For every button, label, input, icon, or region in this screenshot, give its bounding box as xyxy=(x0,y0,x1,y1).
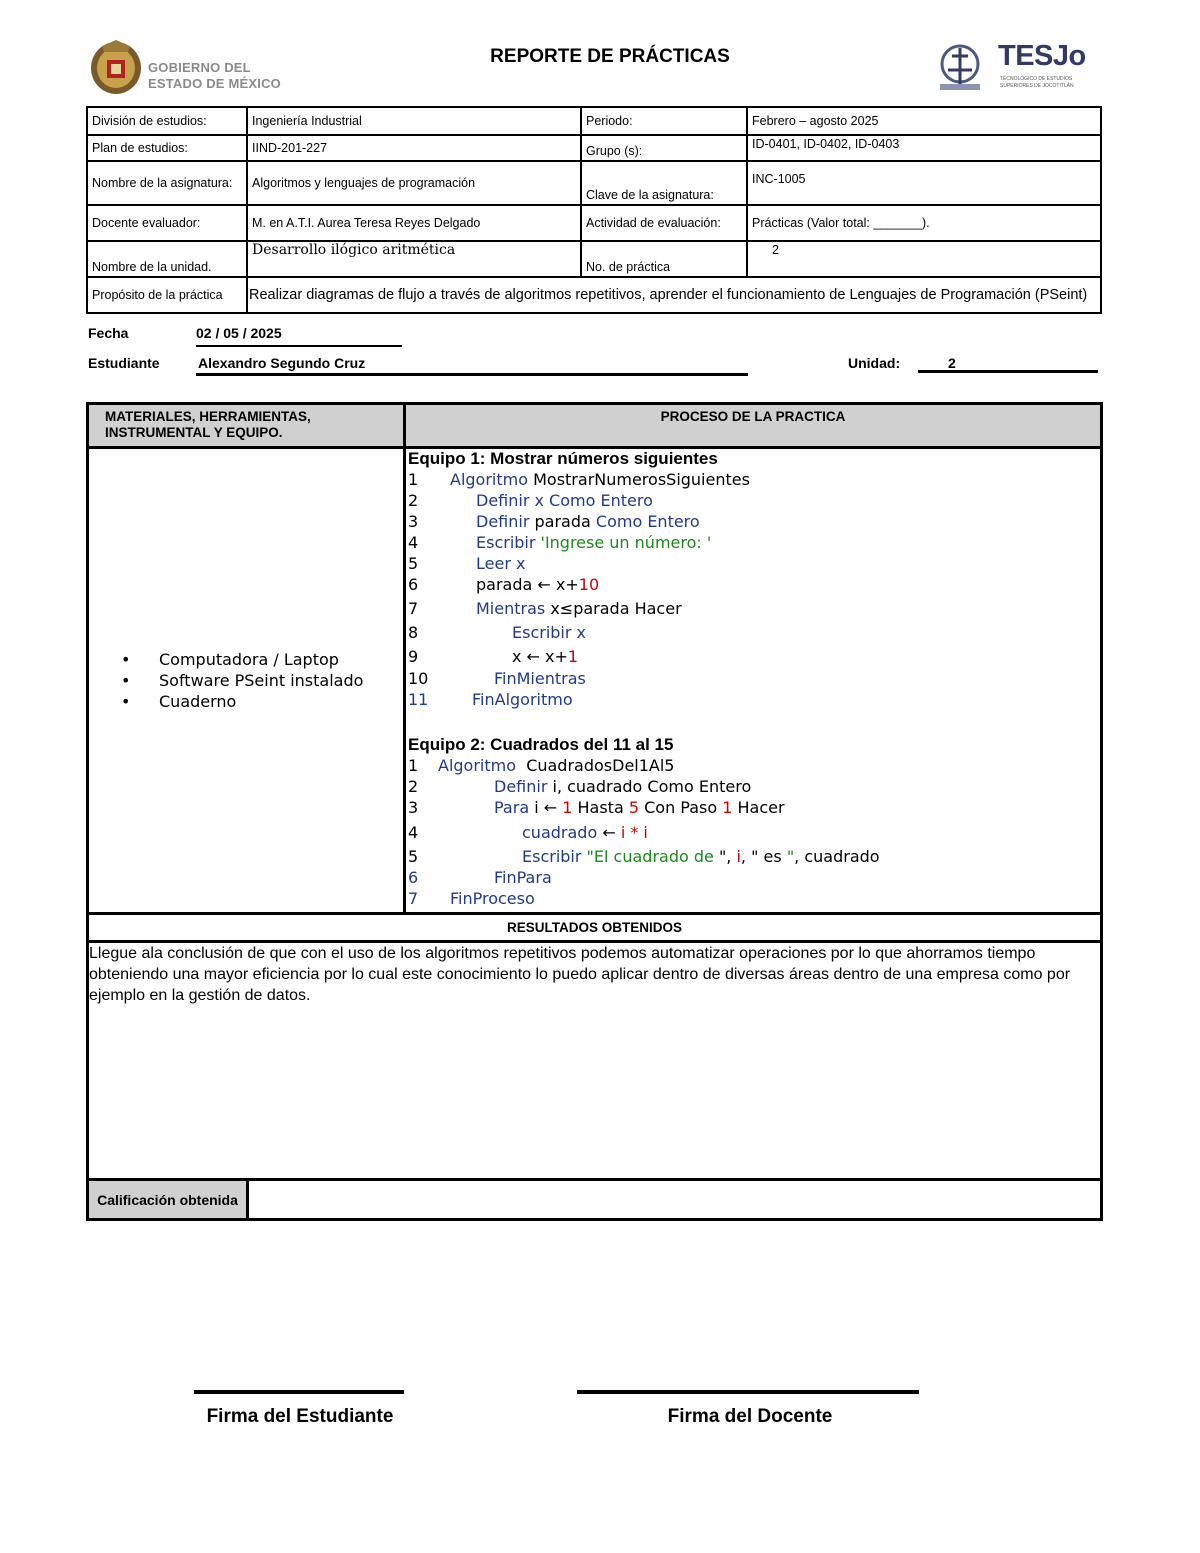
grupo-label: Grupo (s): xyxy=(581,135,747,161)
periodo-value: Febrero – agosto 2025 xyxy=(747,107,1101,135)
fecha-value: 02 / 05 / 2025 xyxy=(196,325,402,347)
code-line: 2 Definir i, cuadrado Como Entero xyxy=(408,777,752,796)
code-line: 6 parada ← x+10 xyxy=(408,575,600,594)
unidad-value: Desarrollo ilógico aritmética xyxy=(247,241,581,277)
proceso-header: PROCESO DE LA PRACTICA xyxy=(405,404,1102,448)
list-item: • Computadora / Laptop xyxy=(159,649,403,670)
practica-label: No. de práctica xyxy=(581,241,747,277)
tesjo-logo xyxy=(930,38,1100,100)
asignatura-label: Nombre de la asignatura: xyxy=(87,161,247,205)
actividad-value: Prácticas (Valor total: _______). xyxy=(747,205,1101,241)
periodo-label: Periodo: xyxy=(581,107,747,135)
code-line: 6 FinPara xyxy=(408,868,552,887)
code-line: 8 Escribir x xyxy=(408,623,587,642)
code-line: 10 FinMientras xyxy=(408,669,586,688)
equipo1-title: Equipo 1: Mostrar números siguientes xyxy=(408,449,718,468)
code-line: 3 Para i ← 1 Hasta 5 Con Paso 1 Hacer xyxy=(408,798,785,817)
code-line: 5 Escribir "El cuadrado de ", i, " es ", cuadrado xyxy=(408,847,880,866)
teacher-signature-line xyxy=(577,1390,919,1394)
grupo-value: ID-0401, ID-0402, ID-0403 xyxy=(747,135,1101,161)
code-line: 4 Escribir 'Ingrese un número: ' xyxy=(408,533,712,552)
code-line: 2 Definir x Como Entero xyxy=(408,491,653,510)
docente-label: Docente evaluador: xyxy=(87,205,247,241)
proposito-value: Realizar diagramas de flujo a través de algoritmos repetitivos, aprender el funcionamiento de Lenguajes de Programación (PSeint) xyxy=(247,277,1101,313)
student-signature-line xyxy=(194,1390,404,1394)
code-line: 7 FinProceso xyxy=(408,889,535,908)
code-line: 1 Algoritmo CuadradosDel1Al5 xyxy=(408,756,675,775)
tesjo-subtitle: TECNOLÓGICO DE ESTUDIOS SUPERIORES DE JOCOTITLÁN xyxy=(1000,76,1074,89)
code-line: 3 Definir parada Como Entero xyxy=(408,512,700,531)
practica-value: 2 xyxy=(747,241,1101,277)
estado-seal-icon xyxy=(88,38,144,96)
gobierno-logo xyxy=(86,38,306,100)
actividad-label: Actividad de evaluación: xyxy=(581,205,747,241)
gov-line1: GOBIERNO DEL xyxy=(148,60,251,75)
info-table xyxy=(86,106,1102,314)
resultados-text: Llegue ala conclusión de que con el uso de los algoritmos repetitivos podemos automatizar operaciones por lo que ahorramos tiempo obteniendo una mayor eficiencia por lo cual este conocimiento lo puedo aplicar dentro de diversas áreas dentro de una empresa como por ejemplo en la gestión de datos. xyxy=(88,942,1102,1180)
calificacion-label: Calificación obtenida xyxy=(88,1180,248,1220)
plan-label: Plan de estudios: xyxy=(87,135,247,161)
tesjo-emblem-icon xyxy=(930,40,990,96)
unidad-label: Nombre de la unidad. xyxy=(87,241,247,277)
fecha-label: Fecha xyxy=(88,325,129,341)
materiales-header: MATERIALES, HERRAMIENTAS, INSTRUMENTAL Y EQUIPO. xyxy=(88,404,405,448)
code-line: 4 cuadrado ← i * i xyxy=(408,823,648,842)
code-line: 9 x ← x+1 xyxy=(408,647,579,666)
calificacion-value[interactable] xyxy=(248,1180,1102,1220)
asignatura-value: Algoritmos y lenguajes de programación xyxy=(247,161,581,205)
plan-value: IIND-201-227 xyxy=(247,135,581,161)
tesjo-wordmark: TESJo xyxy=(998,40,1086,72)
clave-label: Clave de la asignatura: xyxy=(581,161,747,205)
division-value: Ingeniería Industrial xyxy=(247,107,581,135)
page-title: REPORTE DE PRÁCTICAS xyxy=(490,46,730,67)
docente-value: M. en A.T.I. Aurea Teresa Reyes Delgado xyxy=(247,205,581,241)
equipo2-title: Equipo 2: Cuadrados del 11 al 15 xyxy=(408,735,674,754)
gov-line2: ESTADO DE MÉXICO xyxy=(148,76,281,91)
list-item: • Software PSeint instalado xyxy=(159,670,403,691)
estudiante-value: Alexandro Segundo Cruz xyxy=(196,355,748,376)
materiales-cell xyxy=(88,448,405,914)
code-line: 1 Algoritmo MostrarNumerosSiguientes xyxy=(408,470,750,489)
unidad-field-value: 2 xyxy=(918,355,1098,373)
unidad-field-label: Unidad: xyxy=(848,355,901,371)
list-item: • Cuaderno xyxy=(159,691,403,712)
proceso-cell xyxy=(405,448,1102,914)
clave-value: INC-1005 xyxy=(747,161,1101,205)
teacher-signature-label: Firma del Docente xyxy=(667,1406,833,1427)
division-label: División de estudios: xyxy=(87,107,247,135)
materiales-list xyxy=(89,649,403,712)
proposito-label: Propósito de la práctica xyxy=(87,277,247,313)
estudiante-label: Estudiante xyxy=(88,355,160,371)
practice-table xyxy=(86,402,1103,1221)
student-signature-label: Firma del Estudiante xyxy=(206,1406,394,1427)
code-line: 5 Leer x xyxy=(408,554,526,573)
code-line: 11 FinAlgoritmo xyxy=(408,690,573,709)
code-line: 7 Mientras x≤parada Hacer xyxy=(408,599,682,618)
resultados-header: RESULTADOS OBTENIDOS xyxy=(88,914,1102,942)
